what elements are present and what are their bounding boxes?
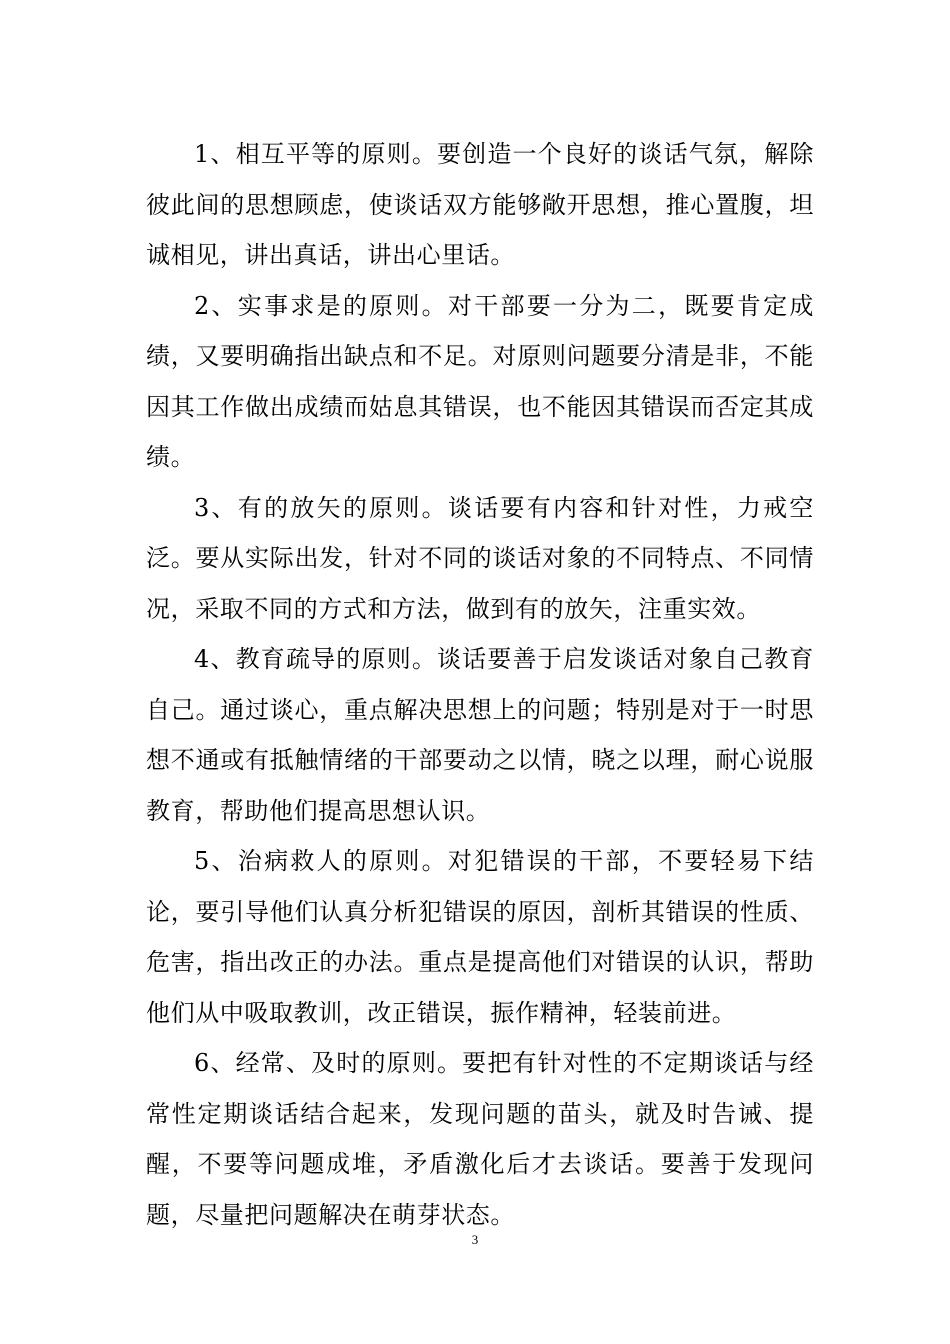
paragraph-principle-6: 6、经常、及时的原则。要把有针对性的不定期谈话与经常性定期谈话结合起来，发现问题的苗头，就及时告诫、提醒，不要等问题成堆，矛盾激化后才去谈话。要善于发现问题，尽量把问题解决在萌芽状态。 — [146, 1049, 814, 1229]
paragraph-principle-5: 5、治病救人的原则。对犯错误的干部，不要轻易下结论，要引导他们认真分析犯错误的原因，剖析其错误的性质、危害，指出改正的办法。重点是提高他们对错误的认识，帮助他们从中吸取教训，改正错误，振作精神，轻装前进。 — [146, 847, 814, 1027]
paragraph-principle-2: 2、实事求是的原则。对干部要一分为二，既要肯定成绩，又要明确指出缺点和不足。对原则问题要分清是非，不能因其工作做出成绩而姑息其错误，也不能因其错误而否定其成绩。 — [146, 291, 814, 471]
page-number: 3 — [471, 1232, 479, 1247]
paragraph-principle-3: 3、有的放矢的原则。谈话要有内容和针对性，力戒空泛。要从实际出发，针对不同的谈话对象的不同特点、不同情况，采取不同的方式和方法，做到有的放矢，注重实效。 — [146, 493, 814, 623]
body-text — [146, 129, 814, 1240]
paragraph-principle-4: 4、教育疏导的原则。谈话要善于启发谈话对象自己教育自己。通过谈心，重点解决思想上的问题；特别是对于一时思想不通或有抵触情绪的干部要动之以情，晓之以理，耐心说服教育，帮助他们提高思想认识。 — [146, 645, 814, 825]
paragraph-principle-1: 1、相互平等的原则。要创造一个良好的谈话气氛，解除彼此间的思想顾虑，使谈话双方能够敞开思想，推心置腹，坦诚相见，讲出真话，讲出心里话。 — [146, 140, 814, 269]
